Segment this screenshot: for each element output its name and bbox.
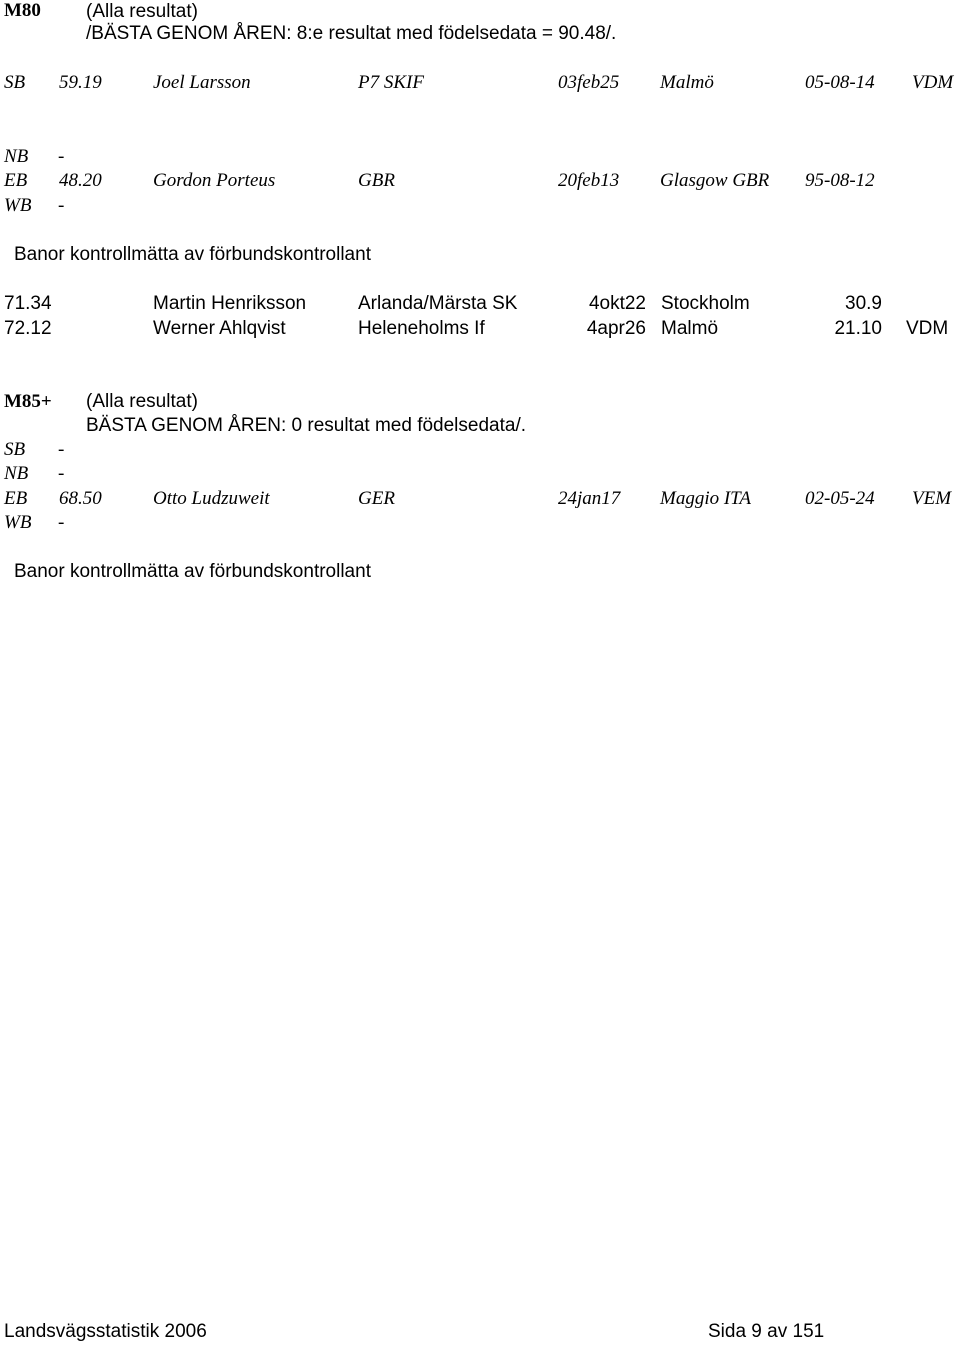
result-date: 21.10 [834,318,882,339]
class-heading: M85+ [4,391,52,412]
page-number: Sida 9 av 151 [708,1321,825,1342]
club: GER [358,488,395,509]
row-label: WB [4,195,32,216]
birth-date: 24jan17 [558,488,621,509]
place: Maggio ITA [660,488,751,509]
result-time: 71.34 [4,293,52,314]
result-date: 30.9 [845,293,882,314]
place: Malmö [661,318,719,339]
club: GBR [358,170,395,191]
row-label: EB [4,488,28,509]
result-time: 59.19 [59,72,102,93]
row-label: EB [4,170,28,191]
all-results-label: (Alla resultat) [86,391,198,412]
club: Heleneholms If [358,318,485,339]
birth-date: 03feb25 [558,72,620,93]
row-value: - [58,463,65,484]
class-heading: M80 [4,0,41,21]
birth-date: 4okt22 [588,293,646,314]
club: Arlanda/Märsta SK [358,293,518,314]
athlete-name: Joel Larsson [153,72,251,93]
controlled-courses-note: Banor kontrollmätta av förbundskontrollant [14,561,371,582]
row-label: NB [4,463,29,484]
athlete-name: Werner Ahlqvist [153,318,286,339]
all-results-label: (Alla resultat) [86,1,198,22]
best-through-years-note: BÄSTA GENOM ÅREN: 0 resultat med födelsedata/. [86,415,526,436]
result-time: 48.20 [59,170,102,191]
place: Glasgow GBR [660,170,770,191]
controlled-courses-note: Banor kontrollmätta av förbundskontrollant [14,244,371,265]
athlete-name: Gordon Porteus [153,170,276,191]
club: P7 SKIF [358,72,424,93]
birth-date: 20feb13 [558,170,620,191]
result-time: 68.50 [59,488,102,509]
event: VDM [912,72,954,93]
row-label: NB [4,146,29,167]
row-value: - [58,439,65,460]
place: Stockholm [661,293,750,314]
document-title: Landsvägsstatistik 2006 [4,1321,207,1342]
row-label: SB [4,72,26,93]
row-value: - [58,146,65,167]
row-label: SB [4,439,26,460]
result-date: 95-08-12 [805,170,875,191]
result-time: 72.12 [4,318,52,339]
result-date: 05-08-14 [805,72,875,93]
row-value: - [58,512,65,533]
birth-date: 4apr26 [586,318,646,339]
row-value: - [58,195,65,216]
best-through-years-note: /BÄSTA GENOM ÅREN: 8:e resultat med födelsedata = 90.48/. [86,23,617,44]
athlete-name: Martin Henriksson [153,293,307,314]
athlete-name: Otto Ludzuweit [153,488,270,509]
event: VEM [912,488,952,509]
result-date: 02-05-24 [805,488,875,509]
row-label: WB [4,512,32,533]
event: VDM [906,318,949,339]
place: Malmö [660,72,714,93]
